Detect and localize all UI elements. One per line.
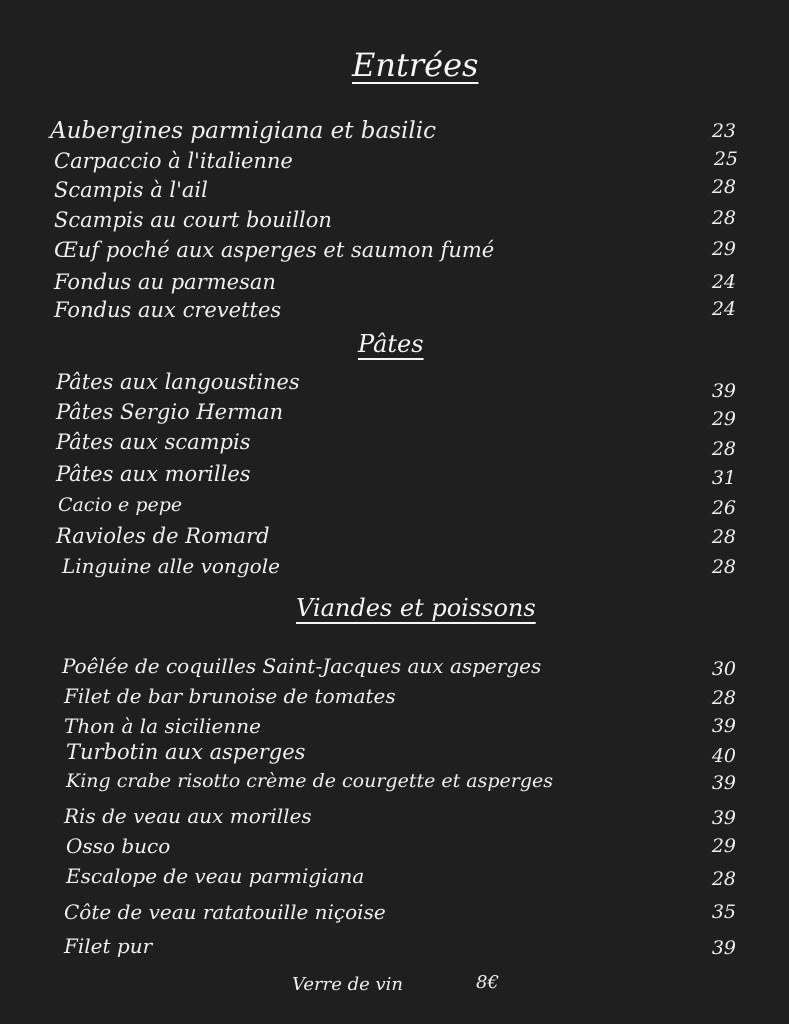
menu-item-price: 39 [711, 715, 736, 737]
menu-item-price: 28 [711, 438, 736, 460]
menu-item-price: 28 [711, 526, 736, 548]
menu-item-price: 28 [711, 687, 736, 709]
menu-item-name: King crabe risotto crème de courgette et asperges [66, 770, 554, 792]
menu-item-price: 25 [713, 148, 738, 170]
menu-item-name: Pâtes Sergio Herman [56, 400, 284, 424]
menu-item-price: 39 [711, 380, 736, 402]
menu-item-price: 29 [711, 238, 736, 260]
menu-item-name: Escalope de veau parmigiana [66, 864, 365, 888]
menu-item-name: Cacio e pepe [58, 494, 183, 516]
menu-item-price: 39 [711, 772, 736, 794]
section-title-pates: Pâtes [358, 330, 424, 358]
menu-item-price: 39 [711, 937, 736, 959]
menu-item-price: 29 [711, 835, 736, 857]
menu-item-name: Filet de bar brunoise de tomates [64, 684, 396, 708]
menu-item-name: Pâtes aux morilles [56, 462, 251, 486]
menu-item-name: Osso buco [66, 834, 171, 858]
menu-item-name: Pâtes aux scampis [56, 430, 251, 454]
wine-glass-label: Verre de vin [292, 974, 403, 995]
menu-item-price: 28 [711, 176, 736, 198]
menu-item-price: 39 [711, 807, 736, 829]
wine-glass-price: 8€ [476, 972, 499, 993]
menu-item-name: Fondus aux crevettes [54, 298, 282, 322]
menu-item-price: 23 [711, 120, 736, 142]
menu-item-price: 28 [711, 207, 736, 229]
menu-item-price: 35 [711, 901, 736, 923]
menu-item-name: Fondus au parmesan [54, 270, 276, 294]
menu-item-price: 28 [711, 868, 736, 890]
menu-item-price: 26 [711, 497, 736, 519]
menu-item-name: Ris de veau aux morilles [64, 804, 312, 828]
menu-item-name: Côte de veau ratatouille niçoise [64, 900, 386, 924]
section-title-viandes: Viandes et poissons [296, 594, 536, 622]
menu-item-name: Œuf poché aux asperges et saumon fumé [54, 238, 495, 262]
menu-item-price: 24 [711, 271, 736, 293]
menu-item-name: Filet pur [64, 934, 153, 958]
menu-item-price: 31 [711, 467, 736, 489]
section-title-entrees: Entrées [352, 46, 479, 84]
menu-item-name: Thon à la sicilienne [64, 714, 261, 738]
menu-item-name: Pâtes aux langoustines [56, 370, 300, 394]
menu-item-name: Scampis au court bouillon [54, 208, 332, 232]
menu-item-name: Carpaccio à l'italienne [54, 149, 293, 173]
menu-item-price: 40 [711, 745, 736, 767]
menu-item-price: 30 [711, 658, 736, 680]
menu-item-name: Turbotin aux asperges [66, 740, 306, 764]
menu-item-name: Poêlée de coquilles Saint-Jacques aux asperges [62, 654, 542, 678]
menu-item-name: Aubergines parmigiana et basilic [50, 118, 436, 144]
menu-item-price: 29 [711, 408, 736, 430]
menu-item-price: 24 [711, 298, 736, 320]
menu-item-name: Ravioles de Romard [56, 524, 270, 548]
menu-item-name: Linguine alle vongole [62, 554, 280, 578]
menu-item-price: 28 [711, 556, 736, 578]
menu-item-name: Scampis à l'ail [54, 178, 208, 202]
